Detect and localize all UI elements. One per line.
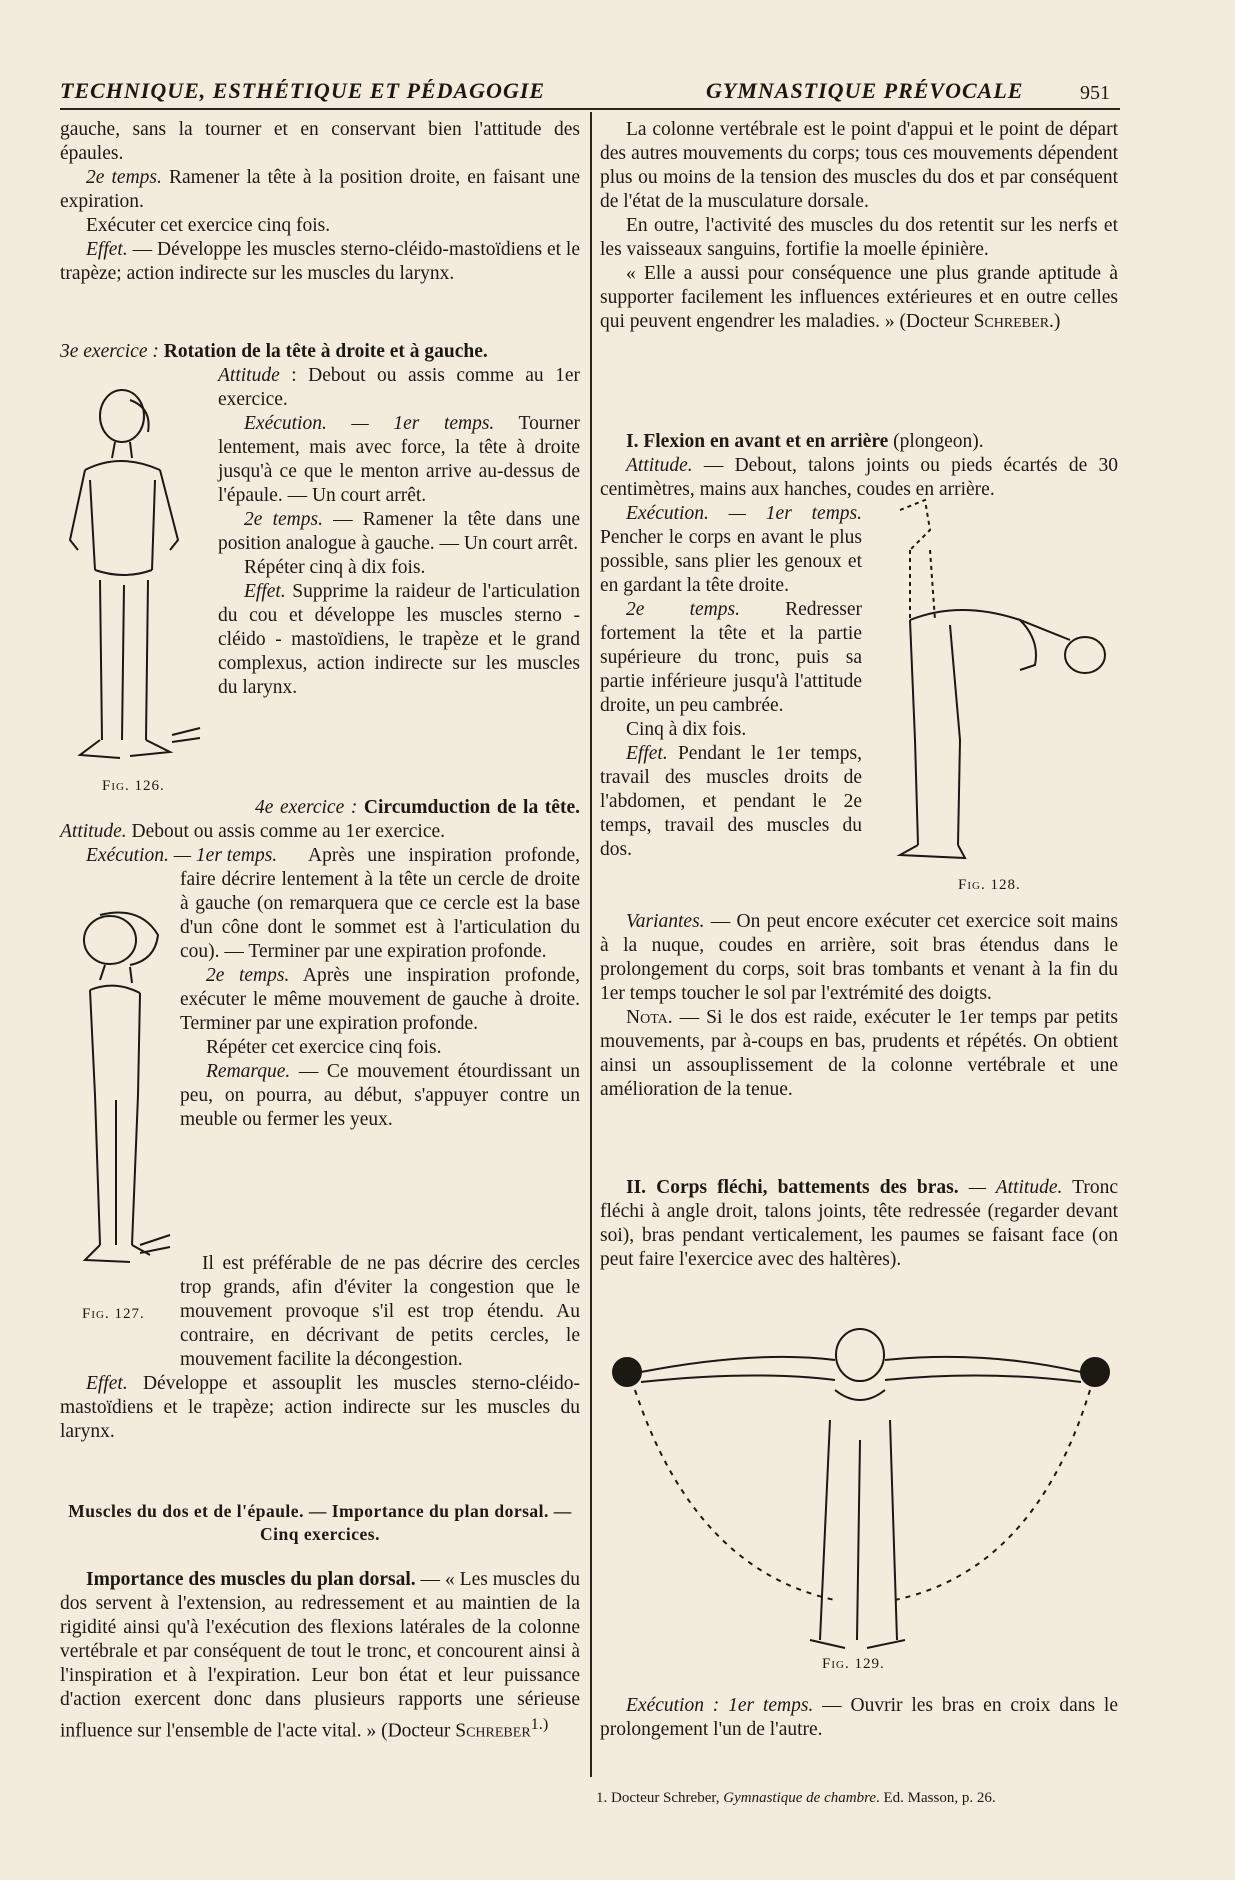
figure-126-illustration: [60, 380, 210, 780]
exercise-4-text: Après une inspiration profonde, faire décrire lentement à la tête un cercle de droite à gauche (on remarquera que ce cercle est la base d'un cône dont le sommet est à l'articulation du cou). — Terminer par une expiration profonde. 2e temps. Après une inspiration profonde, exécuter le même mouvement de gauche à droite. Terminer par une expiration profonde. Répéter cet exercice cinq fois. Remarque. — Ce mouvement étourdissant un peu, on pourra, au début, s'appuyer contre un meuble ou fermer les yeux.: [180, 845, 580, 1130]
figure-127-illustration: [60, 905, 175, 1295]
figure-129-illustration: [605, 1310, 1125, 1660]
left-column-top: [60, 118, 580, 286]
section-1-heading: I. Flexion en avant et en arrière (plongeon). Attitude. — Debout, talons joints ou pieds écartés de 30 centimètres, mains aux hanches, coudes en arrière.: [600, 431, 1118, 500]
figure-128-illustration: [870, 490, 1120, 880]
importance-paragraph: Importance des muscles du plan dorsal. — « Les muscles du dos servent à l'extension, au redressement et au maintien de la rigidité ainsi qu'à l'exécution des flexions latérales de la colonne vertébrale et par conséquent de tout le tronc, et concourent ainsi à l'inspiration et à l'expiration. Leur bon état et leur puissance d'action exercent donc dans plusieurs rapports une sérieuse influence sur l'ensemble de l'acte vital. » (Docteur Schreber$^{1.)}$: [60, 1569, 580, 1742]
paragraph: 2e temps. Ramener la tête à la position droite, en faisant une expiration.: [60, 167, 580, 212]
exercise-3-text: Attitude : Debout ou assis comme au 1er exercice. Exécution. — 1er temps. Tourner lentement, mais avec force, la tête à droite jusqu'à ce que le menton arrive au-dessus de l'épaule. — Un court arrêt. 2e temps. — Ramener la tête dans une position analogue à gauche. — Un court arrêt. Répéter cinq à dix fois. Effet. Supprime la raideur de l'articulation du cou et développe les muscles sterno - cléido - mastoïdiens, le trapèze et le grand complexus, action indirecte sur les muscles du larynx.: [218, 365, 580, 698]
paragraph: En outre, l'activité des muscles du dos retentit sur les nerfs et les vaisseaux sanguins, fortifie la moelle épinière.: [600, 215, 1118, 260]
running-head-right: GYMNASTIQUE PRÉVOCALE: [706, 78, 1024, 103]
exercise-4-continued: Il est préférable de ne pas décrire des cercles trop grands, afin d'éviter la congestion que le mouvement provoque s'il est trop étendu. Au contraire, en décrivant de petits cercles, le mouvement facilite la décongestion. Effet. Développe et assouplit les muscles sterno-cléido-mastoïdiens et le trapèze; action indirecte sur les muscles du larynx.: [60, 1253, 580, 1442]
paragraph: Effet. — Développe les muscles sterno-cléido-mastoïdiens et le trapèze; action indirecte sur les muscles du larynx.: [60, 239, 580, 284]
paragraph: Exécuter cet exercice cinq fois.: [86, 215, 331, 236]
exercise-3-heading: 3e exercice : Rotation de la tête à droite et à gauche.: [60, 341, 488, 362]
paragraph: « Elle a aussi pour conséquence une plus grande aptitude à supporter facilement les influences extérieures et en outre celles qui peuvent engendrer les maladies. » (Docteur Schreber.): [600, 263, 1118, 332]
figure-128-caption: Fig. 128.: [958, 877, 1021, 893]
section-1-continued: Variantes. — On peut encore exécuter cet exercice soit mains à la nuque, coudes en arrière, soit bras étendus dans le prolongement du corps, soit bras tombants et venant à la fin du 1er temps toucher le sol par l'extrémité des doigts. Nota. — Si le dos est raide, exécuter le 1er temps par petits mouvements, par à-coups en bas, prudents et répétés. On obtient ainsi un assouplissement de la colonne vertébrale et une amélioration de la tenue.: [600, 911, 1118, 1100]
running-head-left: TECHNIQUE, ESTHÉTIQUE ET PÉDAGOGIE: [60, 78, 546, 103]
section-2: II. Corps fléchi, battements des bras. — Attitude. Tronc fléchi à angle droit, talons joints, tête redressée (regarder devant soi), bras pendant verticalement, les paumes se faisant face (on peut faire l'exercice avec des haltères).: [600, 1177, 1118, 1270]
right-column-top: [600, 118, 1118, 334]
section-heading: Muscles du dos et de l'épaule. — Importance du plan dorsal. — Cinq exercices.: [68, 1501, 572, 1544]
paragraph: gauche, sans la tourner et en conservant bien l'attitude des épaules.: [60, 119, 580, 164]
header-rule: [60, 108, 1120, 110]
section-1-text: Exécution. — 1er temps. Pencher le corps en avant le plus possible, sans plier les genoux et en gardant la tête droite. 2e temps. Redresser fortement la tête et la partie supérieure du tronc, puis sa partie inférieure jusqu'à l'attitude droite, un peu cambrée. Cinq à dix fois. Effet. Pendant le 1er temps, travail des muscles droits de l'abdomen, et pendant le 2e temps, travail des muscles du dos.: [600, 503, 863, 860]
page-number: 951: [1080, 82, 1110, 104]
figure-127-caption: Fig. 127.: [82, 1306, 145, 1322]
paragraph: La colonne vertébrale est le point d'appui et le point de départ des autres mouvements du corps; tous ces mouvements dépendent plus ou moins de la tension des muscles du dos et par conséquent de l'état de la musculature dorsale.: [600, 119, 1118, 212]
footnote: 1. Docteur Schreber, Gymnastique de chambre. Ed. Masson, p. 26.: [596, 1790, 996, 1806]
figure-129-caption: Fig. 129.: [822, 1656, 885, 1672]
exercise-4-heading: 4e exercice : Circumduction de la tête. Attitude. Debout ou assis comme au 1er exercice. Exécution. — 1er temps.: [60, 797, 580, 866]
figure-126-caption: Fig. 126.: [102, 778, 165, 794]
column-divider: [590, 112, 592, 1777]
section-2-execution: Exécution : 1er temps. — Ouvrir les bras en croix dans le prolongement l'un de l'autre.: [600, 1695, 1118, 1740]
